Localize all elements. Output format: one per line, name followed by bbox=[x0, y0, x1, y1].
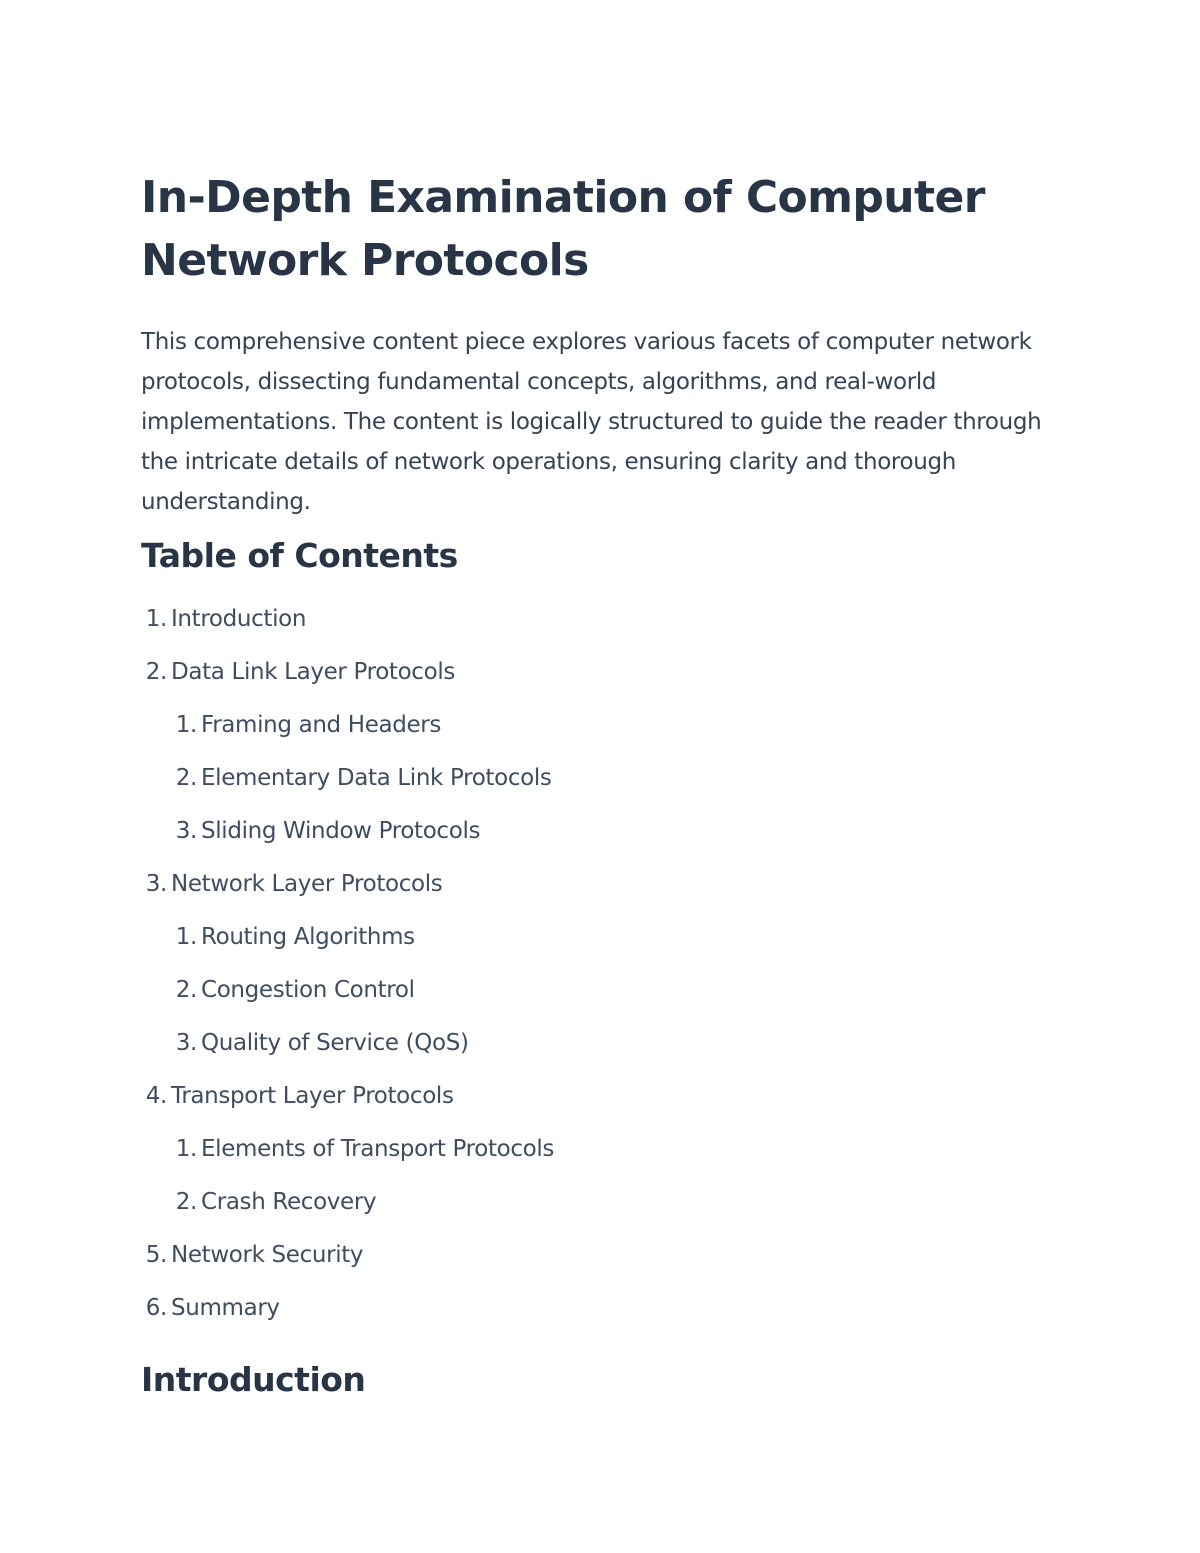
toc-item[interactable] bbox=[141, 659, 1041, 712]
toc-item[interactable] bbox=[141, 1295, 1041, 1348]
toc-item[interactable] bbox=[141, 765, 1041, 818]
toc-item-number: 5. bbox=[145, 1242, 167, 1268]
toc-item[interactable] bbox=[141, 1136, 1041, 1189]
toc-item-number: 2. bbox=[145, 659, 167, 685]
toc-item-number: 1. bbox=[145, 606, 167, 632]
document-title: In-Depth Examination of Computer Network Protocols bbox=[141, 172, 985, 286]
toc-item-number: 2. bbox=[175, 1189, 197, 1215]
toc-item-label: Elements of Transport Protocols bbox=[201, 1136, 555, 1162]
toc-item[interactable] bbox=[141, 1030, 1041, 1083]
toc-item-number: 1. bbox=[175, 924, 197, 950]
toc-item[interactable] bbox=[141, 1189, 1041, 1242]
toc-item-number: 2. bbox=[175, 765, 197, 791]
table-of-contents bbox=[141, 606, 1041, 1348]
toc-item-label: Network Layer Protocols bbox=[171, 871, 443, 897]
toc-item-label: Elementary Data Link Protocols bbox=[201, 765, 552, 791]
toc-item-label: Network Security bbox=[171, 1242, 364, 1268]
toc-item-label: Sliding Window Protocols bbox=[201, 818, 481, 844]
toc-item[interactable] bbox=[141, 924, 1041, 977]
toc-item-number: 1. bbox=[175, 712, 197, 738]
toc-item-label: Framing and Headers bbox=[201, 712, 442, 738]
toc-item-label: Crash Recovery bbox=[201, 1189, 377, 1215]
intro-paragraph: This comprehensive content piece explores various facets of computer network protocols, dissecting fundamental concepts, algorithms, and real-world implementations. The content is logically structured to guide the reader through the intricate details of network operations, ensuring clarity and thorough understanding. bbox=[141, 329, 1042, 515]
toc-item[interactable] bbox=[141, 818, 1041, 871]
toc-item-number: 1. bbox=[175, 1136, 197, 1162]
introduction-heading: Introduction bbox=[141, 1360, 366, 1399]
toc-item-number: 3. bbox=[145, 871, 167, 897]
toc-item-label: Introduction bbox=[171, 606, 307, 632]
toc-item-label: Summary bbox=[171, 1295, 280, 1321]
toc-item[interactable] bbox=[141, 871, 1041, 924]
toc-item-number: 4. bbox=[145, 1083, 167, 1109]
toc-item-label: Routing Algorithms bbox=[201, 924, 415, 950]
toc-item-number: 3. bbox=[175, 1030, 197, 1056]
toc-item-label: Congestion Control bbox=[201, 977, 415, 1003]
toc-item-number: 3. bbox=[175, 818, 197, 844]
toc-heading: Table of Contents bbox=[141, 536, 458, 575]
document-page bbox=[141, 166, 1061, 1399]
toc-item[interactable] bbox=[141, 1242, 1041, 1295]
toc-item-number: 6. bbox=[145, 1295, 167, 1321]
toc-item[interactable] bbox=[141, 977, 1041, 1030]
toc-item[interactable] bbox=[141, 606, 1041, 659]
toc-item[interactable] bbox=[141, 1083, 1041, 1136]
toc-item-label: Quality of Service (QoS) bbox=[201, 1030, 469, 1056]
toc-item-label: Transport Layer Protocols bbox=[171, 1083, 454, 1109]
toc-item-number: 2. bbox=[175, 977, 197, 1003]
toc-item[interactable] bbox=[141, 712, 1041, 765]
toc-item-label: Data Link Layer Protocols bbox=[171, 659, 455, 685]
